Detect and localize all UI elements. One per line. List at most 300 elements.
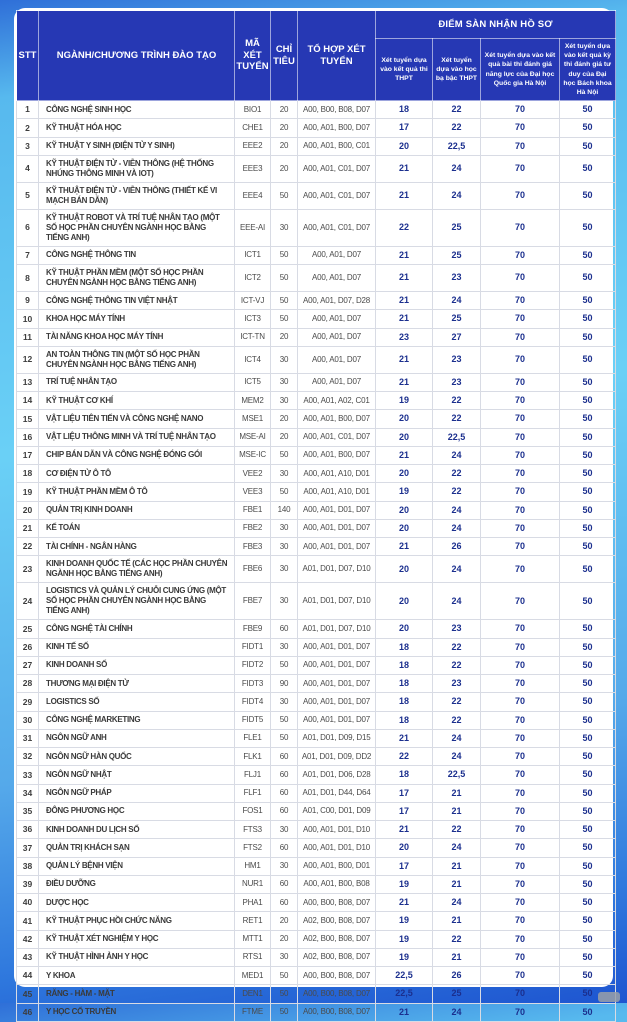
- quota: 30: [271, 519, 298, 537]
- quota: 20: [271, 410, 298, 428]
- score-thpt: 21: [376, 310, 433, 328]
- table-row: [17, 446, 616, 464]
- subject-combination: A01, D01, D06, D28: [298, 766, 376, 784]
- program-name: KINH DOANH DU LỊCH SỐ: [39, 821, 235, 839]
- admission-code: ICT5: [235, 373, 271, 391]
- table-row: [17, 620, 616, 638]
- admission-code: CHE1: [235, 119, 271, 137]
- row-number: 27: [17, 656, 39, 674]
- score-thpt: 20: [376, 620, 433, 638]
- program-name: TÀI NĂNG KHOA HỌC MÁY TÍNH: [39, 328, 235, 346]
- score-hsa: 70: [481, 292, 560, 310]
- score-hocba: 23: [433, 373, 481, 391]
- admission-code: NUR1: [235, 875, 271, 893]
- score-hocba: 21: [433, 912, 481, 930]
- table-row: [17, 501, 616, 519]
- score-hocba: 21: [433, 857, 481, 875]
- subject-combination: A00, A01, D01, D07: [298, 675, 376, 693]
- subject-combination: A00, A01, D07, D28: [298, 292, 376, 310]
- row-number: 19: [17, 483, 39, 501]
- column-header-stt: STT: [17, 11, 39, 101]
- program-name: TRÍ TUỆ NHÂN TẠO: [39, 373, 235, 391]
- program-name: KỸ THUẬT CƠ KHÍ: [39, 392, 235, 410]
- program-name: KẾ TOÁN: [39, 519, 235, 537]
- score-hocba: 22: [433, 410, 481, 428]
- admission-code: EEE3: [235, 155, 271, 182]
- score-thpt: 19: [376, 912, 433, 930]
- score-tsa: 50: [560, 967, 616, 985]
- admission-code: FLE1: [235, 729, 271, 747]
- subject-combination: A00, A01, D01, D07: [298, 656, 376, 674]
- score-hsa: 70: [481, 1003, 560, 1021]
- score-tsa: 50: [560, 802, 616, 820]
- admission-code: ICT4: [235, 346, 271, 373]
- quota: 50: [271, 310, 298, 328]
- program-name: KỸ THUẬT HÓA HỌC: [39, 119, 235, 137]
- score-hsa: 70: [481, 748, 560, 766]
- table-row: [17, 967, 616, 985]
- score-hsa: 70: [481, 501, 560, 519]
- program-name: CÔNG NGHỆ THÔNG TIN VIỆT NHẬT: [39, 292, 235, 310]
- score-thpt: 20: [376, 519, 433, 537]
- score-hocba: 23: [433, 346, 481, 373]
- score-hsa: 70: [481, 556, 560, 583]
- row-number: 32: [17, 748, 39, 766]
- row-number: 33: [17, 766, 39, 784]
- quota: 60: [271, 839, 298, 857]
- program-name: DƯỢC HỌC: [39, 894, 235, 912]
- score-hocba: 25: [433, 310, 481, 328]
- score-tsa: 50: [560, 985, 616, 1003]
- quota: 50: [271, 729, 298, 747]
- row-number: 12: [17, 346, 39, 373]
- table-row: [17, 711, 616, 729]
- column-header-combination: TỔ HỢP XÉT TUYỂN: [298, 11, 376, 101]
- subject-combination: A02, B00, B08, D07: [298, 930, 376, 948]
- score-hocba: 22,5: [433, 428, 481, 446]
- score-thpt: 20: [376, 137, 433, 155]
- subject-combination: A00, A01, D01, D07: [298, 501, 376, 519]
- score-hsa: 70: [481, 967, 560, 985]
- table-row: [17, 246, 616, 264]
- score-hsa: 70: [481, 346, 560, 373]
- score-hocba: 26: [433, 967, 481, 985]
- subject-combination: A00, A01, B00, C01: [298, 137, 376, 155]
- subject-combination: A01, D01, D44, D64: [298, 784, 376, 802]
- score-thpt: 21: [376, 182, 433, 209]
- admission-code: EEE-AI: [235, 209, 271, 246]
- subject-combination: A00, A01, C01, D07: [298, 155, 376, 182]
- score-hsa: 70: [481, 519, 560, 537]
- score-thpt: 21: [376, 265, 433, 292]
- subject-combination: A00, A01, D01, D07: [298, 693, 376, 711]
- quota: 30: [271, 346, 298, 373]
- score-hocba: 27: [433, 328, 481, 346]
- program-name: KỸ THUẬT PHẦN MỀM (MỘT SỐ HỌC PHẦN CHUYÊN NGÀNH HỌC BẰNG TIẾNG ANH): [39, 265, 235, 292]
- score-tsa: 50: [560, 265, 616, 292]
- row-number: 26: [17, 638, 39, 656]
- subject-combination: A00, A01, A02, C01: [298, 392, 376, 410]
- admission-code: FBE9: [235, 620, 271, 638]
- subject-combination: A00, A01, D01, D07: [298, 538, 376, 556]
- table-row: [17, 675, 616, 693]
- score-hocba: 24: [433, 748, 481, 766]
- table-header: [17, 11, 616, 101]
- table-row: [17, 930, 616, 948]
- score-tsa: 50: [560, 519, 616, 537]
- score-hocba: 22: [433, 821, 481, 839]
- score-tsa: 50: [560, 784, 616, 802]
- score-thpt: 21: [376, 1003, 433, 1021]
- program-name: CƠ ĐIỆN TỬ Ô TÔ: [39, 465, 235, 483]
- row-number: 7: [17, 246, 39, 264]
- subject-combination: A00, A01, B00, D07: [298, 119, 376, 137]
- admission-code: PHA1: [235, 894, 271, 912]
- quota: 30: [271, 373, 298, 391]
- score-thpt: 20: [376, 583, 433, 620]
- score-hsa: 70: [481, 410, 560, 428]
- score-hocba: 22,5: [433, 766, 481, 784]
- admission-code: FIDT3: [235, 675, 271, 693]
- score-tsa: 50: [560, 894, 616, 912]
- score-hocba: 24: [433, 501, 481, 519]
- subject-combination: A00, A01, D07: [298, 265, 376, 292]
- quota: 30: [271, 638, 298, 656]
- score-tsa: 50: [560, 638, 616, 656]
- row-number: 11: [17, 328, 39, 346]
- score-tsa: 50: [560, 101, 616, 119]
- admission-code: MSE-IC: [235, 446, 271, 464]
- table-row: [17, 373, 616, 391]
- table-row: [17, 583, 616, 620]
- score-thpt: 20: [376, 410, 433, 428]
- quota: 30: [271, 821, 298, 839]
- table-row: [17, 948, 616, 966]
- score-tsa: 50: [560, 446, 616, 464]
- quota: 90: [271, 675, 298, 693]
- score-hsa: 70: [481, 265, 560, 292]
- program-name: RĂNG - HÀM - MẶT: [39, 985, 235, 1003]
- table-row: [17, 894, 616, 912]
- score-hsa: 70: [481, 766, 560, 784]
- admission-code: MSE1: [235, 410, 271, 428]
- subject-combination: A00, A01, A10, D01: [298, 483, 376, 501]
- score-tsa: 50: [560, 538, 616, 556]
- quota: 50: [271, 985, 298, 1003]
- column-header-program: NGÀNH/CHƯƠNG TRÌNH ĐÀO TẠO: [39, 11, 235, 101]
- quota: 20: [271, 155, 298, 182]
- row-number: 35: [17, 802, 39, 820]
- score-thpt: 18: [376, 675, 433, 693]
- score-tsa: 50: [560, 1003, 616, 1021]
- program-name: KINH DOANH SỐ: [39, 656, 235, 674]
- score-hsa: 70: [481, 839, 560, 857]
- quota: 60: [271, 784, 298, 802]
- score-tsa: 50: [560, 693, 616, 711]
- table-row: [17, 209, 616, 246]
- admission-code: DEN1: [235, 985, 271, 1003]
- score-tsa: 50: [560, 620, 616, 638]
- score-hocba: 21: [433, 948, 481, 966]
- score-thpt: 21: [376, 155, 433, 182]
- subject-combination: A00, A01, B00, B08: [298, 875, 376, 893]
- score-hsa: 70: [481, 583, 560, 620]
- table-row: [17, 748, 616, 766]
- quota: 50: [271, 446, 298, 464]
- score-hsa: 70: [481, 985, 560, 1003]
- score-hocba: 22: [433, 930, 481, 948]
- score-hocba: 24: [433, 155, 481, 182]
- score-tsa: 50: [560, 137, 616, 155]
- score-thpt: 19: [376, 875, 433, 893]
- program-name: KỸ THUẬT Y SINH (ĐIỆN TỬ Y SINH): [39, 137, 235, 155]
- score-hsa: 70: [481, 948, 560, 966]
- score-hsa: 70: [481, 857, 560, 875]
- quota: 50: [271, 1003, 298, 1021]
- admission-code: FBE1: [235, 501, 271, 519]
- score-thpt: 18: [376, 638, 433, 656]
- row-number: 37: [17, 839, 39, 857]
- column-header-score-hocba: Xét tuyển dựa vào học bạ bậc THPT: [433, 39, 481, 101]
- score-hocba: 24: [433, 839, 481, 857]
- score-tsa: 50: [560, 556, 616, 583]
- table-row: [17, 519, 616, 537]
- subject-combination: A00, B00, B08, D07: [298, 101, 376, 119]
- admission-code: FBE2: [235, 519, 271, 537]
- score-hsa: 70: [481, 392, 560, 410]
- row-number: 14: [17, 392, 39, 410]
- table-row: [17, 346, 616, 373]
- subject-combination: A00, A01, D07: [298, 346, 376, 373]
- quota: 20: [271, 119, 298, 137]
- program-name: KỸ THUẬT ĐIỆN TỬ - VIỄN THÔNG (HỆ THỐNG NHÚNG THÔNG MINH VÀ IOT): [39, 155, 235, 182]
- program-name: KỸ THUẬT ROBOT VÀ TRÍ TUỆ NHÂN TẠO (MỘT SỐ HỌC PHẦN CHUYÊN NGÀNH HỌC BẰNG TIẾNG ANH): [39, 209, 235, 246]
- score-hocba: 21: [433, 802, 481, 820]
- score-tsa: 50: [560, 483, 616, 501]
- subject-combination: A00, A01, D07: [298, 246, 376, 264]
- program-name: KỸ THUẬT PHẦN MỀM Ô TÔ: [39, 483, 235, 501]
- admission-code: ICT3: [235, 310, 271, 328]
- program-name: VẬT LIỆU THÔNG MINH VÀ TRÍ TUỆ NHÂN TẠO: [39, 428, 235, 446]
- table-row: [17, 821, 616, 839]
- row-number: 45: [17, 985, 39, 1003]
- row-number: 31: [17, 729, 39, 747]
- row-number: 13: [17, 373, 39, 391]
- score-thpt: 21: [376, 538, 433, 556]
- column-header-score-thpt: Xét tuyển dựa vào kết quả thi THPT: [376, 39, 433, 101]
- score-hsa: 70: [481, 821, 560, 839]
- program-name: KỸ THUẬT HÌNH ẢNH Y HỌC: [39, 948, 235, 966]
- program-name: THƯƠNG MẠI ĐIỆN TỬ: [39, 675, 235, 693]
- score-tsa: 50: [560, 119, 616, 137]
- score-tsa: 50: [560, 373, 616, 391]
- score-hocba: 22: [433, 101, 481, 119]
- admission-code: MEM2: [235, 392, 271, 410]
- program-name: Y KHOA: [39, 967, 235, 985]
- score-tsa: 50: [560, 346, 616, 373]
- score-thpt: 21: [376, 894, 433, 912]
- score-thpt: 17: [376, 857, 433, 875]
- admission-code: BIO1: [235, 101, 271, 119]
- row-number: 25: [17, 620, 39, 638]
- quota: 20: [271, 428, 298, 446]
- quota: 20: [271, 137, 298, 155]
- admission-code: MTT1: [235, 930, 271, 948]
- row-number: 3: [17, 137, 39, 155]
- admission-code: FIDT4: [235, 693, 271, 711]
- score-tsa: 50: [560, 711, 616, 729]
- subject-combination: A01, D01, D07, D10: [298, 583, 376, 620]
- subject-combination: A00, A01, C01, D07: [298, 209, 376, 246]
- program-name: CÔNG NGHỆ TÀI CHÍNH: [39, 620, 235, 638]
- admission-code: FLK1: [235, 748, 271, 766]
- score-thpt: 20: [376, 556, 433, 583]
- score-tsa: 50: [560, 857, 616, 875]
- admission-code: FLJ1: [235, 766, 271, 784]
- row-number: 22: [17, 538, 39, 556]
- subject-combination: A00, A01, B00, D07: [298, 410, 376, 428]
- score-hocba: 25: [433, 985, 481, 1003]
- quota: 50: [271, 656, 298, 674]
- subject-combination: A02, B00, B08, D07: [298, 912, 376, 930]
- quota: 60: [271, 875, 298, 893]
- quota: 20: [271, 930, 298, 948]
- admission-code: VEE2: [235, 465, 271, 483]
- admission-code: FOS1: [235, 802, 271, 820]
- score-thpt: 18: [376, 766, 433, 784]
- table-row: [17, 656, 616, 674]
- program-name: CÔNG NGHỆ SINH HỌC: [39, 101, 235, 119]
- score-hsa: 70: [481, 310, 560, 328]
- score-thpt: 17: [376, 784, 433, 802]
- quota: 60: [271, 802, 298, 820]
- table-row: [17, 912, 616, 930]
- score-thpt: 21: [376, 373, 433, 391]
- row-number: 1: [17, 101, 39, 119]
- row-number: 23: [17, 556, 39, 583]
- score-hsa: 70: [481, 101, 560, 119]
- score-thpt: 21: [376, 346, 433, 373]
- table-row: [17, 483, 616, 501]
- row-number: 36: [17, 821, 39, 839]
- admission-code: FBE3: [235, 538, 271, 556]
- score-tsa: 50: [560, 766, 616, 784]
- score-hocba: 24: [433, 182, 481, 209]
- score-thpt: 20: [376, 465, 433, 483]
- subject-combination: A01, C00, D01, D09: [298, 802, 376, 820]
- quota: 60: [271, 894, 298, 912]
- row-number: 43: [17, 948, 39, 966]
- score-tsa: 50: [560, 155, 616, 182]
- score-tsa: 50: [560, 875, 616, 893]
- row-number: 21: [17, 519, 39, 537]
- score-thpt: 18: [376, 693, 433, 711]
- program-name: AN TOÀN THÔNG TIN (MỘT SỐ HỌC PHẦN CHUYÊN NGÀNH HỌC BẰNG TIẾNG ANH): [39, 346, 235, 373]
- score-hsa: 70: [481, 155, 560, 182]
- admissions-table: [16, 10, 616, 1022]
- score-hsa: 70: [481, 784, 560, 802]
- subject-combination: A00, A01, D07: [298, 373, 376, 391]
- score-thpt: 22: [376, 209, 433, 246]
- subject-combination: A00, A01, C01, D07: [298, 428, 376, 446]
- score-hocba: 25: [433, 209, 481, 246]
- score-thpt: 20: [376, 428, 433, 446]
- column-header-quota: CHỈ TIÊU: [271, 11, 298, 101]
- table-row: [17, 465, 616, 483]
- subject-combination: A00, A01, D01, D07: [298, 638, 376, 656]
- program-name: QUẢN TRỊ KHÁCH SẠN: [39, 839, 235, 857]
- admission-code: FIDT1: [235, 638, 271, 656]
- admission-code: ICT2: [235, 265, 271, 292]
- score-tsa: 50: [560, 583, 616, 620]
- quota: 20: [271, 912, 298, 930]
- table-body: [17, 101, 616, 1022]
- quota: 60: [271, 620, 298, 638]
- column-header-code: MÃ XÉT TUYỂN: [235, 11, 271, 101]
- row-number: 9: [17, 292, 39, 310]
- quota: 50: [271, 711, 298, 729]
- score-hsa: 70: [481, 729, 560, 747]
- score-thpt: 19: [376, 483, 433, 501]
- subject-combination: A01, D01, D09, D15: [298, 729, 376, 747]
- score-hocba: 23: [433, 620, 481, 638]
- score-hsa: 70: [481, 446, 560, 464]
- score-thpt: 22,5: [376, 985, 433, 1003]
- subject-combination: A00, A01, D01, D10: [298, 839, 376, 857]
- row-number: 5: [17, 182, 39, 209]
- table-row: [17, 137, 616, 155]
- score-hsa: 70: [481, 137, 560, 155]
- subject-combination: A00, A01, D07: [298, 328, 376, 346]
- subject-combination: A02, B00, B08, D07: [298, 948, 376, 966]
- table-row: [17, 1003, 616, 1021]
- score-hsa: 70: [481, 711, 560, 729]
- score-hocba: 21: [433, 875, 481, 893]
- score-tsa: 50: [560, 292, 616, 310]
- row-number: 2: [17, 119, 39, 137]
- score-thpt: 21: [376, 246, 433, 264]
- row-number: 20: [17, 501, 39, 519]
- score-hocba: 26: [433, 538, 481, 556]
- program-name: QUẢN LÝ BỆNH VIỆN: [39, 857, 235, 875]
- quota: 50: [271, 483, 298, 501]
- program-name: NGÔN NGỮ NHẬT: [39, 766, 235, 784]
- subject-combination: A00, A01, A10, D01: [298, 465, 376, 483]
- score-hsa: 70: [481, 538, 560, 556]
- subject-combination: A00, B00, B08, D07: [298, 894, 376, 912]
- table-row: [17, 328, 616, 346]
- score-tsa: 50: [560, 501, 616, 519]
- quota: 50: [271, 182, 298, 209]
- program-name: NGÔN NGỮ PHÁP: [39, 784, 235, 802]
- program-name: KINH TẾ SỐ: [39, 638, 235, 656]
- score-hsa: 70: [481, 328, 560, 346]
- row-number: 18: [17, 465, 39, 483]
- score-tsa: 50: [560, 209, 616, 246]
- score-hocba: 24: [433, 556, 481, 583]
- table-row: [17, 428, 616, 446]
- score-hocba: 24: [433, 292, 481, 310]
- quota: 30: [271, 948, 298, 966]
- score-thpt: 19: [376, 392, 433, 410]
- table-row: [17, 265, 616, 292]
- row-number: 16: [17, 428, 39, 446]
- score-hsa: 70: [481, 373, 560, 391]
- program-name: ĐÔNG PHƯƠNG HỌC: [39, 802, 235, 820]
- program-name: Y HỌC CỔ TRUYỀN: [39, 1003, 235, 1021]
- table-row: [17, 875, 616, 893]
- subject-combination: A00, B00, B08, D07: [298, 1003, 376, 1021]
